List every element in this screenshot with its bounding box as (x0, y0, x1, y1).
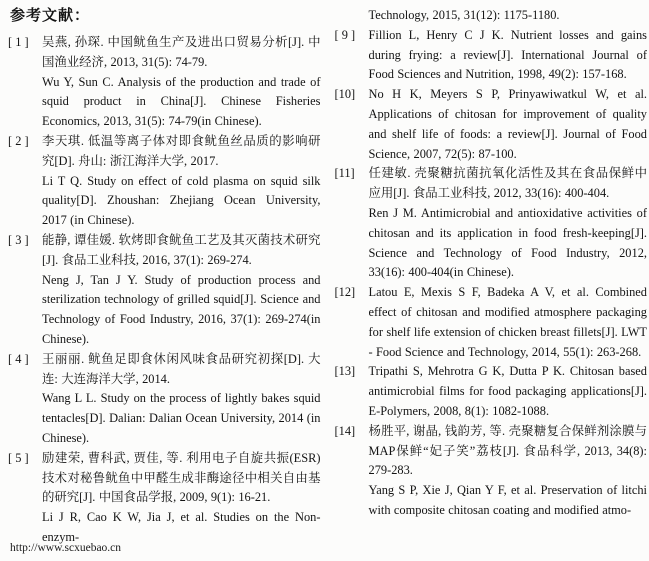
reference-text-chinese: 李天琪. 低温等离子体对即食鱿鱼丝品质的影响研究[D]. 舟山: 浙江海洋大学, 2017. (42, 133, 321, 168)
reference-text-english: Tripathi S, Mehrotra G K, Dutta P K. Chitosan based antimicrobial films for food packaging applications[J]. E-Polymers, 2008, 8(1): 1082-1088. (368, 364, 647, 418)
reference-number: [ 1 ] (8, 35, 29, 49)
reference-continuation (335, 6, 648, 26)
reference-body (42, 350, 321, 449)
reference-body (369, 164, 648, 283)
reference-entry (8, 231, 321, 350)
reference-text-english: Li T Q. Study on effect of cold plasma on squid silk quality[D]. Zhoushan: Zhejiang Ocean University, 2017 (in Chinese). (42, 173, 321, 228)
reference-text-chinese: 能静, 谭佳媛. 软烤即食鱿鱼工艺及其灭菌技术研究[J]. 食品工业科技, 2016, 37(1): 269-274. (42, 232, 321, 267)
reference-entry (335, 164, 648, 283)
reference-entry (335, 85, 648, 164)
reference-body (369, 283, 648, 362)
reference-text-english: Latou E, Mexis S F, Badeka A V, et al. Combined effect of chitosan and modified atmosphere packaging for shelf life extension of chicken breast fillets[J]. LWT - Food Science and Technology, 2014, 55(1): 263-268. (368, 285, 647, 359)
reference-body (42, 231, 321, 350)
reference-text-english: Fillion L, Henry C J K. Nutrient losses and gains during frying: a review[J]. International Journal of Food Sciences and Nutrition, 1998, 49(2): 157-168. (368, 27, 647, 82)
reference-entry (335, 422, 648, 521)
reference-text-english: Li J R, Cao K W, Jia J, et al. Studies on the Non-enzym- (42, 510, 321, 544)
reference-entry (335, 283, 648, 362)
reference-text-chinese: 励建荣, 曹科武, 贾佳, 等. 利用电子自旋共振(ESR)技术对秘鲁鱿鱼中甲醛生成非酶途径中相关自由基的研究[J]. 中国食品学报, 2009, 9(1): 16-21. (42, 450, 321, 505)
reference-number: [ 9 ] (334, 27, 356, 42)
reference-text-english: No H K, Meyers S P, Prinyawiwatkul W, et al. Applications of chitosan for improvement of quality and shelf life of foods: a review[J]. Journal of Food Science, 2007, 72(5): 87-100. (368, 87, 647, 161)
reference-number: [13] (334, 364, 356, 379)
reference-number: [ 3 ] (8, 232, 29, 247)
reference-body (369, 26, 648, 85)
reference-text-english: Neng J, Tan J Y. Study of production process and sterilization technology of grilled squid[J]. Science and Technology of Food Industry, 2016, 37(1): 269-274(in Chinese). (42, 272, 321, 346)
reference-body (42, 33, 321, 132)
reference-text-english: Wu Y, Sun C. Analysis of the production and trade of squid product in China[J]. Chinese Fisheries Economics, 2013, 31(5): 74-79(in Chinese). (42, 74, 321, 129)
reference-number: [14] (334, 423, 356, 438)
reference-number: [ 4 ] (8, 351, 29, 366)
reference-text-chinese: 吴燕, 孙琛. 中国鱿鱼生产及进出口贸易分析[J]. 中国渔业经济, 2013, 31(5): 74-79. (42, 35, 321, 69)
reference-text-english: Technology, 2015, 31(12): 1175-1180. (368, 8, 560, 22)
reference-body (42, 449, 321, 548)
journal-url: http://www.scxuebao.cn (10, 542, 122, 554)
reference-number: [ 5 ] (8, 450, 29, 465)
left-column (8, 6, 321, 548)
reference-entry (8, 33, 321, 132)
references-heading: 参考文献： (10, 8, 91, 24)
reference-number: [12] (334, 285, 356, 300)
reference-text-chinese: 任建敏. 壳聚糖抗菌抗氧化活性及其在食品保鲜中应用[J]. 食品工业科技, 2012, 33(16): 400-404. (368, 166, 647, 201)
reference-entry (8, 449, 321, 548)
right-column (335, 6, 648, 548)
reference-text-english: Yang S P, Xie J, Qian Y F, et al. Preservation of litchi with composite chitosan coating and modified atmo- (368, 483, 647, 517)
reference-number: [10] (334, 87, 356, 102)
reference-body (369, 422, 648, 521)
reference-entry (335, 26, 648, 85)
reference-entry (335, 362, 648, 421)
reference-body (369, 85, 648, 164)
reference-text-english: Wang L L. Study on the process of lightly bakes squid tentacles[D]. Dalian: Dalian Ocean University, 2014 (in Chinese). (42, 391, 321, 445)
reference-body (42, 132, 321, 231)
reference-body (369, 362, 648, 421)
reference-entry (8, 132, 321, 231)
reference-number: [ 2 ] (8, 133, 29, 148)
reference-body (369, 6, 648, 26)
reference-text-chinese: 王丽丽. 鱿鱼足即食休闲风味食品研究初探[D]. 大连: 大连海洋大学, 2014. (42, 351, 321, 386)
reference-number: [11] (334, 166, 355, 181)
reference-text-chinese: 杨胜平, 谢晶, 钱韵芳, 等. 壳聚糖复合保鲜剂涂膜与MAP保鲜“妃子笑”荔枝[J]. 食品科学, 2013, 34(8): 279-283. (368, 423, 647, 478)
reference-text-english: Ren J M. Antimicrobial and antioxidative activities of chitosan and its application in food fresh-keeping[J]. Science and Technology of Food Industry, 2012, 33(16): 400-404(in Chinese). (368, 205, 647, 280)
reference-entry (8, 350, 321, 449)
